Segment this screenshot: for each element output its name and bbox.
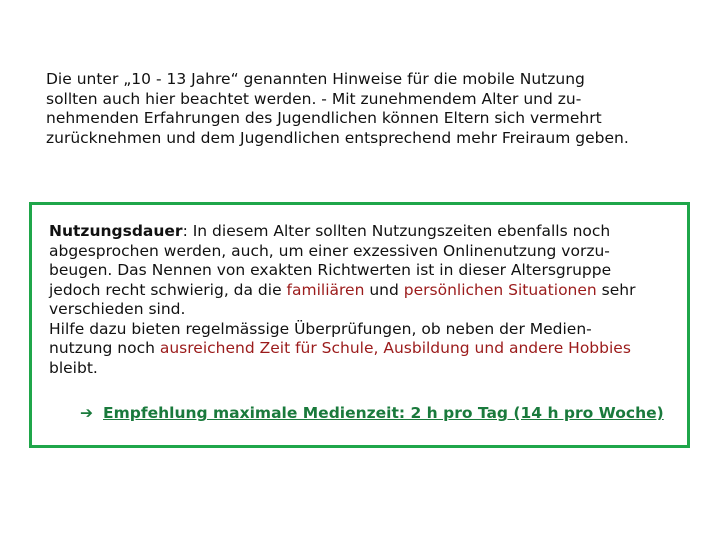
usage-duration-heading: Nutzungsdauer bbox=[49, 222, 183, 240]
intro-line: zurücknehmen und dem Jugendlichen entsprechend mehr Freiraum geben. bbox=[46, 128, 629, 147]
box-line: verschieden sind. bbox=[49, 300, 186, 318]
box-text-segment: sehr bbox=[596, 280, 636, 299]
heading-colon: : bbox=[182, 222, 188, 240]
highlight-family: familiären bbox=[286, 280, 365, 299]
intro-line: nehmenden Erfahrungen des Jugendlichen können Eltern sich vermehrt bbox=[46, 109, 602, 127]
box-text-segment: jedoch recht schwierig, da die bbox=[49, 280, 287, 299]
box-line: Hilfe dazu bieten regelmässige Überprüfungen, ob neben der Medien- bbox=[49, 319, 592, 338]
recommendation-text: Empfehlung maximale Medienzeit: 2 h pro Tag (14 h pro Woche) bbox=[103, 404, 664, 422]
box-line: beugen. Das Nennen von exakten Richtwerten ist in dieser Altersgruppe bbox=[49, 261, 612, 279]
usage-duration-box bbox=[29, 202, 690, 448]
box-line bbox=[49, 281, 679, 301]
box-line: abgesprochen werden, auch, um einer exzessiven Onlinenutzung vorzu- bbox=[49, 241, 610, 260]
intro-paragraph bbox=[46, 70, 686, 148]
box-line bbox=[49, 222, 679, 242]
box-line bbox=[49, 339, 679, 359]
usage-duration-text bbox=[49, 222, 679, 378]
intro-line: Die unter „10 - 13 Jahre“ genannten Hinweise für die mobile Nutzung bbox=[46, 70, 585, 88]
box-text-segment: In diesem Alter sollten Nutzungszeiten ebenfalls noch bbox=[187, 222, 611, 240]
highlight-personal-situations: persönlichen Situationen bbox=[403, 280, 597, 299]
arrow-right-icon: ➔ bbox=[80, 404, 93, 422]
box-text-segment: und bbox=[364, 280, 404, 299]
highlight-sufficient-time: ausreichend Zeit für Schule, Ausbildung und andere Hobbies bbox=[159, 339, 631, 357]
intro-line: sollten auch hier beachtet werden. - Mit zunehmendem Alter und zu- bbox=[46, 89, 582, 108]
box-line: bleibt. bbox=[49, 358, 98, 377]
recommendation bbox=[80, 404, 664, 424]
box-text-segment: nutzung noch bbox=[49, 339, 160, 357]
